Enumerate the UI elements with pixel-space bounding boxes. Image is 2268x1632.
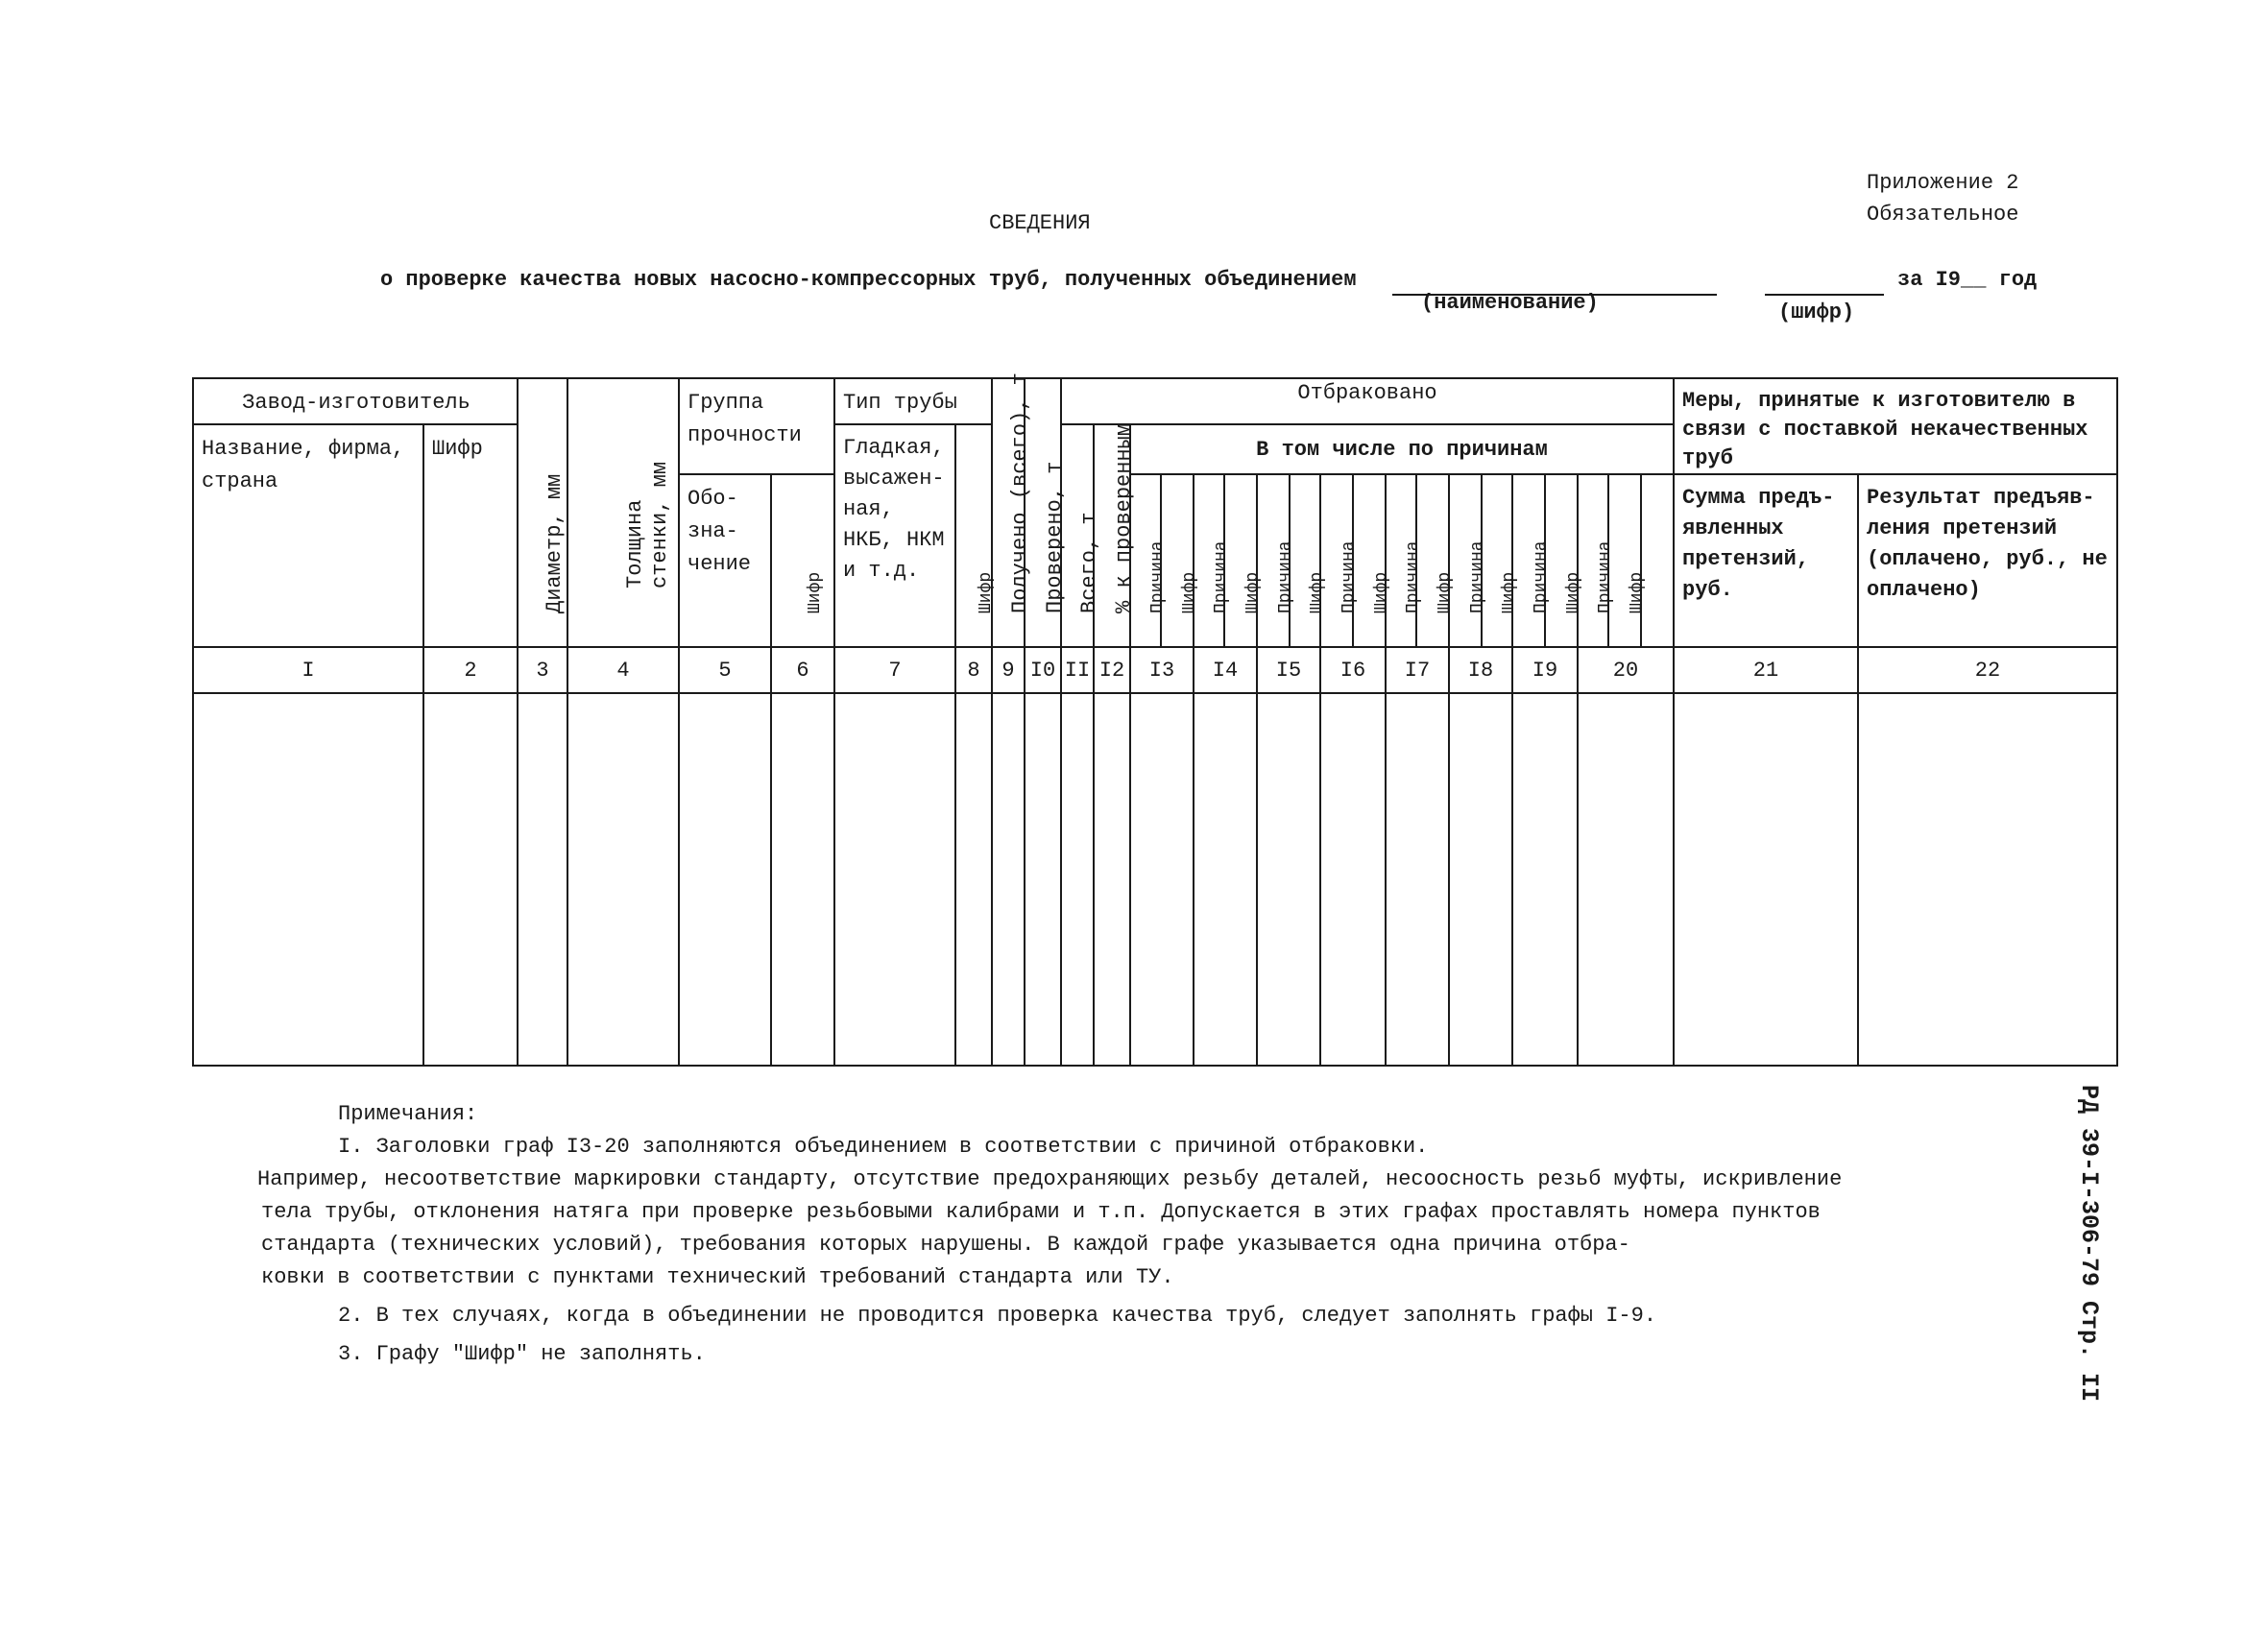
cell[interactable] bbox=[1858, 693, 2117, 1066]
wall-thickness-header bbox=[567, 378, 679, 647]
pipe-code-label: Шифр bbox=[977, 571, 996, 613]
pipe-type-header: Тип трубы bbox=[834, 378, 992, 424]
checked-header bbox=[1025, 378, 1067, 647]
reason-19 bbox=[1512, 474, 1551, 647]
reason-label: Причина bbox=[1148, 540, 1168, 613]
cell[interactable] bbox=[1449, 693, 1512, 1066]
reason-label: Причина bbox=[1468, 540, 1487, 613]
note-1-line-4: стандарта (технических условий), требования которых нарушены. В каждой графе указывается одна причина отбра- bbox=[261, 1233, 1630, 1257]
claims-sum-header: Сумма предъ-явленных претензий, руб. bbox=[1674, 474, 1858, 647]
col-num-12: I2 bbox=[1094, 647, 1130, 693]
note-1-line-3: тела трубы, отклонения натяга при проверке резьбовыми калибрами и т.п. Допускается в этих графах проставлять номера пунктов bbox=[261, 1200, 1821, 1224]
reason-code-label: Шифр bbox=[1308, 571, 1327, 613]
reason-13 bbox=[1130, 474, 1168, 647]
col-num-5: 5 bbox=[679, 647, 771, 693]
col-num-8: 8 bbox=[955, 647, 992, 693]
col-num-17: I7 bbox=[1386, 647, 1449, 693]
cell[interactable] bbox=[1025, 693, 1061, 1066]
reason-20 bbox=[1578, 474, 1615, 647]
reason-17-code bbox=[1416, 474, 1455, 647]
reason-16-code bbox=[1353, 474, 1391, 647]
col-num-7: 7 bbox=[834, 647, 955, 693]
reason-20-code bbox=[1608, 474, 1647, 647]
cell[interactable] bbox=[518, 693, 567, 1066]
col-num-19: I9 bbox=[1512, 647, 1578, 693]
reason-code-label: Шифр bbox=[1500, 571, 1519, 613]
reason-code-label: Шифр bbox=[1243, 571, 1263, 613]
reason-label: Причина bbox=[1596, 540, 1615, 613]
reason-code-label: Шифр bbox=[1564, 571, 1583, 613]
name-firm-header: Название, фирма, страна bbox=[193, 424, 423, 647]
reason-15 bbox=[1257, 474, 1295, 647]
reason-label: Причина bbox=[1212, 540, 1231, 613]
total-label: Всего, т bbox=[1077, 512, 1101, 613]
col-num-9: 9 bbox=[992, 647, 1025, 693]
checked-label: Проверено, т bbox=[1043, 461, 1067, 613]
code-caption: (шифр) bbox=[1778, 300, 1855, 324]
col-num-20: 20 bbox=[1578, 647, 1674, 693]
by-reasons-header: В том числе по причинам bbox=[1130, 424, 1674, 474]
cell[interactable] bbox=[1386, 693, 1449, 1066]
cell[interactable] bbox=[955, 693, 992, 1066]
cell[interactable] bbox=[1130, 693, 1194, 1066]
col-num-22: 22 bbox=[1858, 647, 2117, 693]
measures-header: Меры, принятые к изготовителю в связи с поставкой некачественных труб bbox=[1674, 378, 2117, 474]
designation-header: Обо-зна-чение bbox=[679, 474, 771, 647]
appendix-label: Приложение 2 bbox=[1867, 171, 2019, 195]
page-title: СВЕДЕНИЯ bbox=[989, 211, 1091, 235]
strength-code-label: Шифр bbox=[806, 571, 825, 613]
col-num-2: 2 bbox=[423, 647, 518, 693]
percent-label: % к проверенным bbox=[1112, 422, 1136, 613]
code-underline bbox=[1765, 294, 1884, 296]
col-num-3: 3 bbox=[518, 647, 567, 693]
col-num-10: I0 bbox=[1025, 647, 1061, 693]
pipe-code-header bbox=[955, 424, 996, 647]
reason-14 bbox=[1194, 474, 1231, 647]
cell[interactable] bbox=[834, 693, 955, 1066]
reason-code-label: Шифр bbox=[1436, 571, 1455, 613]
mandatory-label: Обязательное bbox=[1867, 203, 2019, 227]
cell[interactable] bbox=[1094, 693, 1130, 1066]
wall-thickness-label: Толщина стенки, мм bbox=[623, 461, 672, 588]
col-num-4: 4 bbox=[567, 647, 679, 693]
note-1: I. Заголовки граф I3-20 заполняются объединением в соответствии с причиной отбраковки. bbox=[338, 1135, 1429, 1159]
cell[interactable] bbox=[1512, 693, 1578, 1066]
cell[interactable] bbox=[1061, 693, 1094, 1066]
diameter-label: Диаметр, мм bbox=[543, 473, 567, 613]
reason-18-code bbox=[1482, 474, 1519, 647]
cell[interactable] bbox=[1578, 693, 1674, 1066]
cell[interactable] bbox=[1320, 693, 1386, 1066]
col-num-21: 21 bbox=[1674, 647, 1858, 693]
reason-15-code bbox=[1290, 474, 1327, 647]
reason-13-code bbox=[1161, 474, 1199, 647]
col-num-18: I8 bbox=[1449, 647, 1512, 693]
col-num-11: II bbox=[1061, 647, 1094, 693]
cell[interactable] bbox=[679, 693, 771, 1066]
col-num-6: 6 bbox=[771, 647, 834, 693]
reason-label: Причина bbox=[1404, 540, 1423, 613]
table-row bbox=[193, 693, 2117, 1066]
cell[interactable] bbox=[423, 693, 518, 1066]
manufacturer-header: Завод-изготовитель bbox=[193, 378, 518, 424]
note-1-line-5: ковки в соответствии с пунктами технический требований стандарта или ТУ. bbox=[261, 1265, 1174, 1289]
document-reference: РД 39-I-306-79 Стр. II bbox=[2075, 1085, 2103, 1403]
reason-label: Причина bbox=[1339, 540, 1359, 613]
claims-result-header: Результат предъяв-ления претензий (оплачено, руб., не оплачено) bbox=[1858, 474, 2117, 647]
reason-14-code bbox=[1224, 474, 1263, 647]
col-num-15: I5 bbox=[1257, 647, 1320, 693]
col-num-16: I6 bbox=[1320, 647, 1386, 693]
cell[interactable] bbox=[1257, 693, 1320, 1066]
year-label: за I9__ год bbox=[1897, 268, 2038, 292]
reason-17 bbox=[1386, 474, 1423, 647]
percent-header bbox=[1094, 422, 1136, 647]
received-label: Получено (всего), т bbox=[1008, 372, 1032, 613]
cell[interactable] bbox=[992, 693, 1025, 1066]
note-3: 3. Графу "Шифр" не заполнять. bbox=[338, 1342, 706, 1366]
reason-label: Причина bbox=[1276, 540, 1295, 613]
strength-group-header: Группа прочности bbox=[679, 378, 834, 474]
reason-18 bbox=[1449, 474, 1487, 647]
diameter-header bbox=[518, 378, 567, 647]
col-num-1: I bbox=[193, 647, 423, 693]
cell[interactable] bbox=[1194, 693, 1257, 1066]
note-2: 2. В тех случаях, когда в объединении не проводится проверка качества труб, следует заполнять графы I-9. bbox=[338, 1304, 1657, 1328]
strength-code-header bbox=[771, 474, 834, 647]
note-1-line-2: Например, несоответствие маркировки стандарту, отсутствие предохраняющих резьбу деталей, несоосность резьб муфты, искривление bbox=[257, 1167, 1843, 1191]
cell[interactable] bbox=[567, 693, 679, 1066]
name-caption: (наименование) bbox=[1421, 291, 1599, 315]
notes-title: Примечания: bbox=[338, 1102, 478, 1126]
quality-report-table bbox=[192, 372, 2118, 1067]
reason-code-label: Шифр bbox=[1628, 571, 1647, 613]
col-num-14: I4 bbox=[1194, 647, 1257, 693]
reason-code-label: Шифр bbox=[1180, 571, 1199, 613]
reason-extra bbox=[1641, 474, 1674, 647]
total-header bbox=[1061, 424, 1101, 647]
code-header: Шифр bbox=[423, 424, 518, 647]
rejected-header: Отбраковано bbox=[1061, 378, 1674, 424]
reason-19-code bbox=[1545, 474, 1583, 647]
reason-label: Причина bbox=[1532, 540, 1551, 613]
pipe-type-desc: Гладкая, высажен-ная, НКБ, НКМ и т.д. bbox=[834, 424, 955, 647]
cell[interactable] bbox=[771, 693, 834, 1066]
cell[interactable] bbox=[1674, 693, 1858, 1066]
reason-code-label: Шифр bbox=[1372, 571, 1391, 613]
subtitle: о проверке качества новых насосно-компрессорных труб, полученных объединением bbox=[380, 268, 1357, 292]
cell[interactable] bbox=[193, 693, 423, 1066]
reason-16 bbox=[1320, 474, 1359, 647]
col-num-13: I3 bbox=[1130, 647, 1194, 693]
